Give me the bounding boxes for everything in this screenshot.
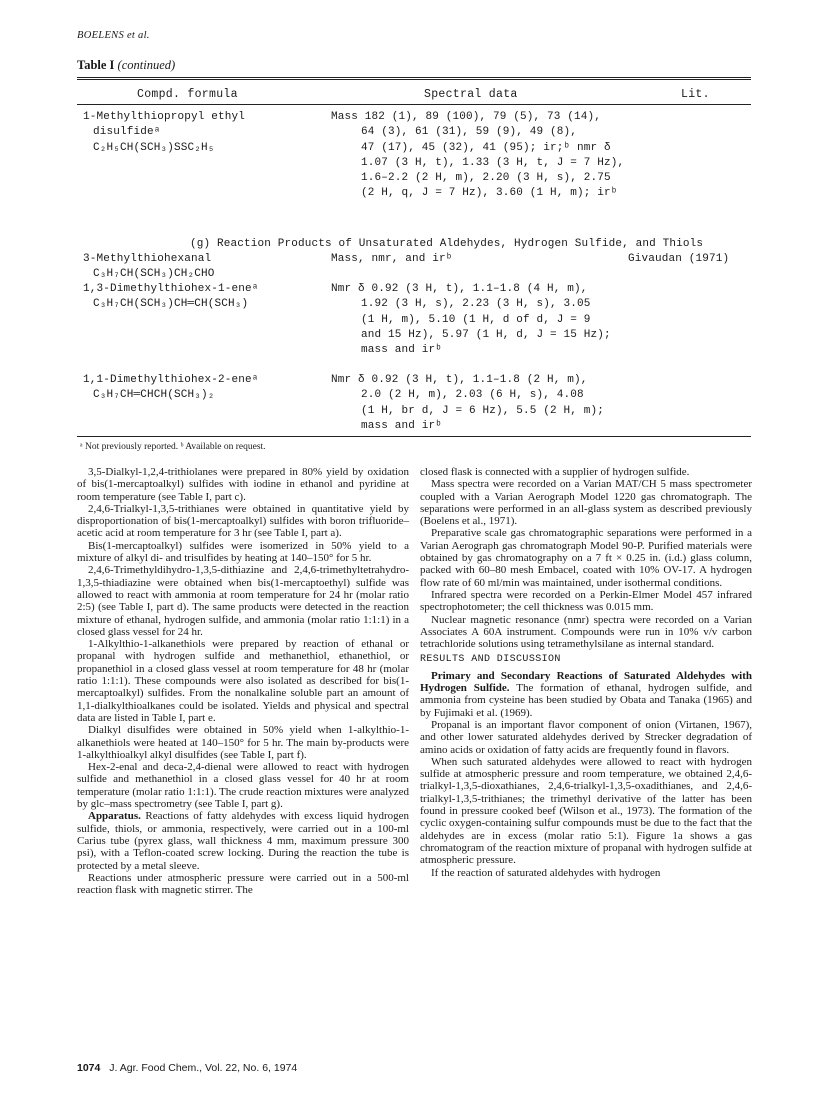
row1-compound-line: 1-Methylthiopropyl ethyl (83, 111, 246, 123)
paragraph: When such saturated aldehydes were allowed to react with hydrogen sulfide at atmospheric pressure and room temperature, we obtained 2,4,6-trialkyl-1,3,5-dioxathianes, 2,4,6-trialkyl-1,3,5-oxadithianes, and 2,4,6-trialkyl-1,3,5-trithianes; the trimethyl derivative of the latter has been found in pressure cooked beef (Wilson et al., 1973). The formation of the cyclic oxygen-containing sulfur compounds must be due to the fact that the aldehydes are in excess (molar ratio 5:1). Figure 1a shows a gas chromatogram of the reaction mixture of propanal with hydrogen sulfide at atmospheric pressure. (420, 755, 752, 867)
row3-compound-name: 1,3-Dimethylthiohex-1-eneᵃ (83, 283, 259, 295)
row4-compound (83, 373, 259, 404)
header-lit: Lit. (681, 88, 710, 101)
row1-spectral-line: 1.07 (3 H, t), 1.33 (3 H, t, J = 7 Hz), (361, 156, 625, 169)
row3-compound (83, 282, 259, 313)
paragraph: If the reaction of saturated aldehydes with hydrogen (431, 866, 661, 879)
paragraph: Mass spectra were recorded on a Varian MAT/CH 5 mass spectrometer coupled with a Varian Aerograph Model 1220 gas chromatograph. The separations were performed in an all-glass system as described previously (Boelens et al., 1971). (420, 478, 752, 528)
paragraph: closed flask is connected with a supplier of hydrogen sulfide. (420, 466, 690, 478)
primary-text: The formation of ethanal, hydrogen sulfide, and ammonia from cysteine has been studied by Obata and Tanaka (1965) and by Fujimaki et al. (1969). (420, 682, 752, 719)
subsection-heading: Primary and Secondary Reactions of Saturated Aldehydes with Hydrogen Sulfide. (420, 669, 752, 695)
paragraph: Bis(1-mercaptoalkyl) sulfides were isomerized in 50% yield to a mixture of alkyl di- and trisulfides by heating at 140–150° for 5 hr. (77, 539, 409, 565)
row4-spectral (331, 373, 604, 434)
row1-compound (83, 110, 245, 156)
paragraph: Reactions under atmospheric pressure were carried out in a 500-ml reaction flask with magnetic stirrer. The (77, 871, 409, 897)
table-top-rule (77, 77, 751, 78)
apparatus-text: Reactions of fatty aldehydes with excess liquid hydrogen sulfide, thiols, or ammonia, respectively, were carried out in a 100-ml Carius tube (pyrex glass, wall thickness 4 mm, maximum pressure 300 psi), with a Teflon-coated screw locking. During the reaction the tube is protected by a metal sleeve. (77, 810, 409, 872)
row1-spectral (331, 110, 624, 202)
section-g-heading: (g) Reaction Products of Unsaturated Aldehydes, Hydrogen Sulfide, and Thiols (190, 238, 704, 250)
paragraph: Preparative scale gas chromatographic separations were performed in a Varian Aerograph gas chromatograph Model 90-P. Purified materials were obtained by gas chromatography on a 7 ft × 0.25 in. (i.d.) glass column, packed with 60–80 mesh Embacel, coated with 10% OV-17. A hydrogen flow rate of 60 ml/min was maintained, under isothermal conditions. (420, 527, 752, 589)
row3-spectral-line: and 15 Hz), 5.97 (1 H, d, J = 15 Hz); (361, 328, 611, 341)
row3-spectral (331, 282, 611, 358)
running-head: BOELENS et al. (77, 30, 150, 41)
page-number: 1074 (77, 1062, 101, 1074)
paragraph: 3,5-Dialkyl-1,2,4-trithiolanes were prepared in 80% yield by oxidation of bis(1-mercaptoalkyl) sulfides with iodine in ethanol and pyridine at room temperature (see Table I, part c). (77, 466, 409, 503)
row2-compound-name: 3-Methylthiohexanal (83, 253, 212, 265)
paragraph: Nuclear magnetic resonance (nmr) spectra were recorded on a Varian Associates A 60A instrument. Compounds were run in 10% v/v carbon tetrachloride solutions using tetramethylsilane as internal standard. (420, 613, 752, 651)
row1-spectral-line: (2 H, q, J = 7 Hz), 3.60 (1 H, m); irᵇ (361, 187, 618, 200)
row1-spectral-line: 47 (17), 45 (32), 41 (95); ir;ᵇ nmr δ (361, 141, 611, 154)
table-caption-label: Table I (77, 58, 115, 72)
header-spectral: Spectral data (424, 88, 518, 101)
row4-compound-formula: C₃H₇CH═CHCH(SCH₃)₂ (93, 389, 215, 402)
table-top-rule-2 (77, 79, 751, 80)
row4-compound-name: 1,1-Dimethylthiohex-2-eneᵃ (83, 374, 259, 386)
table-header-rule (77, 104, 751, 105)
paragraph: 2,4,6-Trimethyldihydro-1,3,5-dithiazine and 2,4,6-trimethyltetrahydro-1,3,5-thiadiazine were obtained when bis(1-mercaptoethyl) sulfide was allowed to react with ammonia at room temperature for 24 hr (molar ratio 2:5) (see Table I, part d). The same products were detected in the reaction mixture of ethanal, hydrogen sulfide, and ammonia (molar ratio 1:1:1) in a closed glass vessel for 24 hr. (77, 564, 409, 638)
section-heading: RESULTS AND DISCUSSION (420, 654, 561, 666)
row4-spectral-line: (1 H, br d, J = 6 Hz), 5.5 (2 H, m); (361, 404, 605, 417)
row3-spectral-line: 1.92 (3 H, s), 2.23 (3 H, s), 3.05 (361, 298, 591, 311)
paragraph: Hex-2-enal and deca-2,4-dienal were allowed to react with hydrogen sulfide and methanethiol in a closed glass vessel for 40 hr at room temperature (molar ratio 1:1:1). The crude reaction mixtures were analyzed by glc–mass spectrometry (see Table I, part g). (77, 761, 409, 811)
row2-lit: Givaudan (1971) (628, 253, 730, 265)
row3-compound-formula: C₃H₇CH(SCH₃)CH═CH(SCH₃) (93, 298, 249, 311)
table-bottom-rule (77, 436, 751, 437)
row1-spectral-line: Mass 182 (1), 89 (100), 79 (5), 73 (14), (331, 111, 602, 123)
table-caption (77, 58, 175, 73)
right-column (420, 466, 752, 879)
row3-spectral-line: (1 H, m), 5.10 (1 H, d of d, J = 9 (361, 313, 591, 326)
row2-compound-formula: C₃H₇CH(SCH₃)CH₂CHO (93, 268, 215, 281)
row1-spectral-line: 64 (3), 61 (31), 59 (9), 49 (8), (361, 126, 578, 139)
header-compound: Compd. formula (137, 88, 238, 101)
row4-spectral-line: mass and irᵇ (361, 419, 443, 432)
row1-compound-formula: C₂H₅CH(SCH₃)SSC₂H₅ (93, 141, 215, 154)
apparatus-label: Apparatus. (88, 810, 141, 823)
paragraph: Infrared spectra were recorded on a Perkin-Elmer Model 457 infrared spectrophotometer; the cell thickness was 0.015 mm. (420, 588, 752, 614)
journal-citation: J. Agr. Food Chem., Vol. 22, No. 6, 1974 (109, 1062, 298, 1074)
table-footnote: ᵃ Not previously reported. ᵇ Available on request. (80, 442, 266, 452)
row1-compound-line: disulfideᵃ (93, 126, 161, 139)
table-caption-continued: (continued) (117, 58, 176, 72)
paragraph-apparatus (77, 810, 409, 871)
row4-spectral-line: Nmr δ 0.92 (3 H, t), 1.1–1.8 (2 H, m), (331, 374, 588, 386)
page-footer (77, 1062, 297, 1074)
paragraph: Propanal is an important flavor component of onion (Virtanen, 1967), and other lower saturated aldehydes derived by Strecker degradation of amino acids or oxidation of fatty acids are frequently found in flavors. (420, 718, 752, 756)
row3-spectral-line: Nmr δ 0.92 (3 H, t), 1.1–1.8 (4 H, m), (331, 283, 588, 295)
left-column (77, 466, 409, 896)
row1-spectral-line: 1.6–2.2 (2 H, m), 2.20 (3 H, s), 2.75 (361, 172, 611, 185)
paragraph: 1-Alkylthio-1-alkanethiols were prepared by reaction of ethanal or propanal with hydrogen sulfide and methanethiol, ethanethiol, or propanethiol in a closed glass vessel at room temperature for 48 hr (molar ratio 1:1:1). These compounds were also isolated as described for bis(1-mercaptoalkyl) sulfides. From the nonalkaline soluble part an amount of 1,1-dialkylthioalkanes could be isolated. Yields and physical and spectral data are listed in Table I, part e. (77, 638, 409, 724)
row2-compound (83, 252, 215, 283)
row2-spectral (331, 252, 453, 267)
row4-spectral-line: 2.0 (2 H, m), 2.03 (6 H, s), 4.08 (361, 389, 584, 402)
row2-spectral-line: Mass, nmr, and irᵇ (331, 253, 453, 265)
row3-spectral-line: mass and irᵇ (361, 344, 443, 357)
paragraph-primary (420, 670, 752, 719)
paragraph: Dialkyl disulfides were obtained in 50% yield when 1-alkylthio-1-alkanethiols were heated at 140–150° for 5 hr. The main by-products were 1-alkylthioalkyl alkyl disulfides (see Table I, part f). (77, 724, 409, 761)
paragraph: 2,4,6-Trialkyl-1,3,5-trithianes were obtained in quantitative yield by disproportionation of bis(1-mercaptoalkyl) sulfides with boron trifluoride–acetic acid at room temperature for 3 hr (see Table I, part a). (77, 502, 409, 540)
